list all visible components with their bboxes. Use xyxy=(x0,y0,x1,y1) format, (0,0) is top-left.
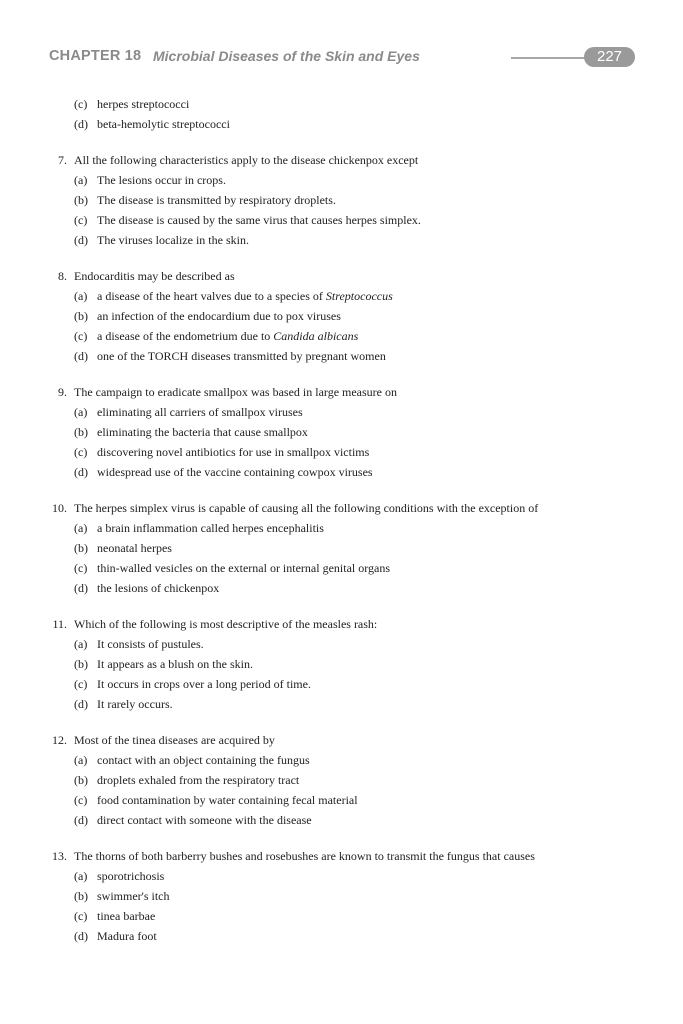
question-number: 12. xyxy=(52,733,67,747)
option-text: food contamination by water containing fecal material xyxy=(97,793,358,807)
option-text: droplets exhaled from the respiratory tract xyxy=(97,773,300,787)
question-text: Endocarditis may be described as xyxy=(74,269,235,283)
option-text: a brain inflammation called herpes encephalitis xyxy=(97,521,324,535)
option-text: The disease is transmitted by respiratory droplets. xyxy=(97,193,336,207)
option-label: (c) xyxy=(74,213,88,227)
question-text: Most of the tinea diseases are acquired by xyxy=(74,733,275,747)
option-label: (a) xyxy=(74,637,88,651)
option-text: herpes streptococci xyxy=(97,97,190,111)
option-label: (d) xyxy=(74,697,88,711)
option-label: (c) xyxy=(74,329,88,343)
option-text: swimmer's itch xyxy=(97,889,170,903)
question-number: 11. xyxy=(52,617,67,631)
option-label: (a) xyxy=(74,869,88,883)
chapter-title: Microbial Diseases of the Skin and Eyes xyxy=(153,48,420,64)
option-text: The viruses localize in the skin. xyxy=(97,233,249,247)
option-text: neonatal herpes xyxy=(97,541,172,555)
option-label: (b) xyxy=(74,773,88,787)
option-text: It occurs in crops over a long period of time. xyxy=(97,677,311,691)
question-text: All the following characteristics apply to the disease chickenpox except xyxy=(74,153,419,167)
option-text: eliminating all carriers of smallpox viruses xyxy=(97,405,303,419)
question-number: 8. xyxy=(58,269,67,283)
option-text: The disease is caused by the same virus that causes herpes simplex. xyxy=(97,213,421,227)
option-text: thin-walled vesicles on the external or internal genital organs xyxy=(97,561,391,575)
option-text: Madura foot xyxy=(97,929,157,943)
option-text: It consists of pustules. xyxy=(97,637,204,651)
option-text: one of the TORCH diseases transmitted by pregnant women xyxy=(97,349,386,363)
option-label: (d) xyxy=(74,233,88,247)
option-italic-term: Candida albicans xyxy=(273,329,359,343)
option-label: (d) xyxy=(74,117,88,131)
option-label: (c) xyxy=(74,97,88,111)
option-label: (a) xyxy=(74,173,88,187)
option-label: (c) xyxy=(74,793,88,807)
option-text: eliminating the bacteria that cause smallpox xyxy=(97,425,308,439)
question-number: 7. xyxy=(58,153,67,167)
option-label: (d) xyxy=(74,581,88,595)
option-label: (c) xyxy=(74,561,88,575)
question-number: 13. xyxy=(52,849,67,863)
option-label: (b) xyxy=(74,889,88,903)
option-text: a disease of the endometrium due to Candida albicans xyxy=(97,329,359,343)
question-text: The herpes simplex virus is capable of causing all the following conditions with the exception of xyxy=(74,501,539,515)
option-text: It rarely occurs. xyxy=(97,697,173,711)
option-text: a disease of the heart valves due to a species of Streptococcus xyxy=(97,289,393,303)
option-label: (b) xyxy=(74,657,88,671)
option-text: contact with an object containing the fungus xyxy=(97,753,310,767)
page-header xyxy=(49,47,639,69)
option-label: (d) xyxy=(74,813,88,827)
option-label: (d) xyxy=(74,929,88,943)
chapter-number: CHAPTER 18 xyxy=(49,48,142,64)
option-label: (a) xyxy=(74,521,88,535)
option-text: beta-hemolytic streptococci xyxy=(97,117,230,131)
option-label: (d) xyxy=(74,349,88,363)
question-text: The thorns of both barberry bushes and rosebushes are known to transmit the fungus that causes xyxy=(74,849,535,863)
question-text: The campaign to eradicate smallpox was based in large measure on xyxy=(74,385,397,399)
option-label: (d) xyxy=(74,465,88,479)
header-rule xyxy=(511,57,589,59)
option-label: (a) xyxy=(74,753,88,767)
question-text: Which of the following is most descriptive of the measles rash: xyxy=(74,617,378,631)
option-text: direct contact with someone with the disease xyxy=(97,813,312,827)
option-label: (b) xyxy=(74,425,88,439)
option-label: (c) xyxy=(74,909,88,923)
option-text: sporotrichosis xyxy=(97,869,165,883)
option-label: (b) xyxy=(74,309,88,323)
option-label: (a) xyxy=(74,405,88,419)
option-label: (a) xyxy=(74,289,88,303)
option-label: (b) xyxy=(74,541,88,555)
question-number: 10. xyxy=(52,501,67,515)
option-text: tinea barbae xyxy=(97,909,156,923)
question-number: 9. xyxy=(58,385,67,399)
option-text: The lesions occur in crops. xyxy=(97,173,226,187)
option-text: discovering novel antibiotics for use in smallpox victims xyxy=(97,445,370,459)
option-text: an infection of the endocardium due to pox viruses xyxy=(97,309,341,323)
option-label: (b) xyxy=(74,193,88,207)
option-label: (c) xyxy=(74,445,88,459)
option-text: the lesions of chickenpox xyxy=(97,581,220,595)
option-text: widespread use of the vaccine containing cowpox viruses xyxy=(97,465,373,479)
option-italic-term: Streptococcus xyxy=(325,289,393,303)
option-text: It appears as a blush on the skin. xyxy=(97,657,253,671)
option-label: (c) xyxy=(74,677,88,691)
page-number-badge: 227 xyxy=(584,47,635,67)
